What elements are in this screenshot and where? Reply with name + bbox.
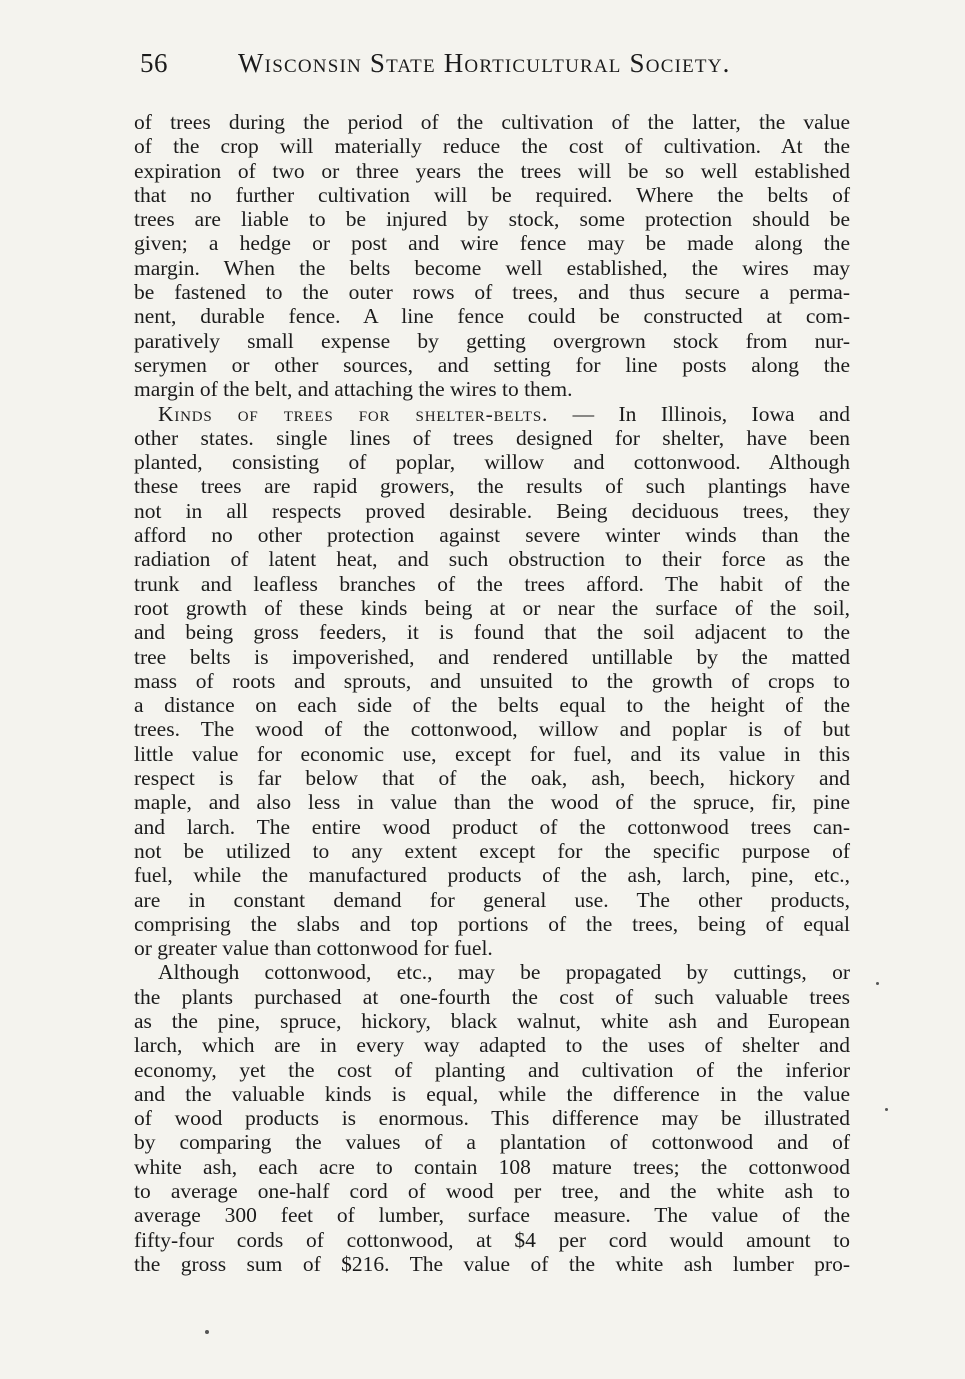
text-line: trees are liable to be injured by stock, some protection should be	[134, 207, 850, 232]
ink-speck	[205, 1330, 209, 1334]
text-line: trees. The wood of the cottonwood, willow and poplar is of but	[134, 717, 850, 742]
text-line: and larch. The entire wood product of the cottonwood trees can-	[134, 814, 850, 839]
text-line: economy, yet the cost of planting and cultivation of the inferior	[134, 1057, 850, 1082]
text-line: margin. When the belts become well established, the wires may	[134, 255, 850, 280]
text-line: are in constant demand for general use. The other products,	[134, 887, 850, 912]
ink-speck	[876, 982, 879, 985]
text-line	[134, 402, 850, 426]
text-line: serymen or other sources, and setting for line posts along the	[134, 352, 850, 377]
text-line: larch, which are in every way adapted to the uses of shelter and	[134, 1033, 850, 1058]
text-line: margin of the belt, and attaching the wires to them.	[134, 377, 573, 402]
page-header	[140, 48, 860, 84]
text-line: as the pine, spruce, hickory, black walnut, white ash and European	[134, 1008, 850, 1033]
text-line: be fastened to the outer rows of trees, and thus secure a perma-	[134, 280, 850, 305]
text-line: expiration of two or three years the trees will be so well established	[134, 158, 850, 183]
text-line: given; a hedge or post and wire fence may be made along the	[134, 231, 850, 256]
text-line: and being gross feeders, it is found that the soil adjacent to the	[134, 620, 850, 645]
text-line: white ash, each acre to contain 108 mature trees; the cottonwood	[134, 1154, 850, 1179]
text-line: or greater value than cottonwood for fuel.	[134, 936, 493, 961]
text-line: the gross sum of $216. The value of the white ash lumber pro-	[134, 1251, 850, 1276]
text-line: Although cottonwood, etc., may be propagated by cuttings, or	[158, 960, 850, 985]
text-line: nent, durable fence. A line fence could be constructed at com-	[134, 304, 850, 329]
running-head: Wisconsin State Horticultural Society.	[238, 48, 731, 78]
text-line: the plants purchased at one-fourth the cost of such valuable trees	[134, 984, 850, 1009]
text-line: trunk and leafless branches of the trees afford. The habit of the	[134, 571, 850, 596]
text-line: paratively small expense by getting overgrown stock from nur-	[134, 328, 850, 353]
text-line: tree belts is impoverished, and rendered untillable by the matted	[134, 644, 850, 669]
text-line: little value for economic use, except for fuel, and its value in this	[134, 741, 850, 766]
body-text	[134, 110, 850, 1276]
text-line: not in all respects proved desirable. Being deciduous trees, they	[134, 498, 850, 523]
text-line: by comparing the values of a plantation of cottonwood and of	[134, 1130, 850, 1155]
text-line: to average one-half cord of wood per tree, and the white ash to	[134, 1179, 850, 1204]
text-line: fifty-four cords of cottonwood, at $4 per cord would amount to	[134, 1227, 850, 1252]
section-heading: Kinds of trees for shelter-belts.	[158, 401, 549, 426]
text-line: that no further cultivation will be required. Where the belts of	[134, 182, 850, 207]
text-line: respect is far below that of the oak, ash, beech, hickory and	[134, 766, 850, 791]
text-line: these trees are rapid growers, the results of such plantings have	[134, 474, 850, 499]
text-line: mass of roots and sprouts, and unsuited to the growth of crops to	[134, 668, 850, 693]
text-line: of wood products is enormous. This difference may be illustrated	[134, 1106, 850, 1131]
paragraph-1	[134, 110, 850, 402]
ink-speck	[885, 1108, 888, 1111]
page-number: 56	[140, 48, 168, 78]
text-line: maple, and also less in value than the wood of the spruce, fir, pine	[134, 790, 850, 815]
paragraph-3	[134, 960, 850, 1276]
text-line: planted, consisting of poplar, willow and cottonwood. Although	[134, 450, 850, 475]
text-line: fuel, while the manufactured products of the ash, larch, pine, etc.,	[134, 863, 850, 888]
text-line: a distance on each side of the belts equal to the height of the	[134, 693, 850, 718]
text-line: comprising the slabs and top portions of the trees, being of equal	[134, 911, 850, 936]
text-line: radiation of latent heat, and such obstruction to their force as the	[134, 547, 850, 572]
text-line: afford no other protection against severe winter winds than the	[134, 523, 850, 548]
paragraph-2	[134, 402, 850, 961]
text-line: average 300 feet of lumber, surface measure. The value of the	[134, 1203, 850, 1228]
heading-line-rest: — In Illinois, Iowa and	[548, 401, 850, 426]
text-line: root growth of these kinds being at or near the surface of the soil,	[134, 595, 850, 620]
text-line: not be utilized to any extent except for the specific purpose of	[134, 838, 850, 863]
text-line: of trees during the period of the cultivation of the latter, the value	[134, 110, 850, 134]
text-line: of the crop will materially reduce the cost of cultivation. At the	[134, 134, 850, 159]
text-line: and the valuable kinds is equal, while the difference in the value	[134, 1081, 850, 1106]
text-line: other states. single lines of trees designed for shelter, have been	[134, 425, 850, 450]
